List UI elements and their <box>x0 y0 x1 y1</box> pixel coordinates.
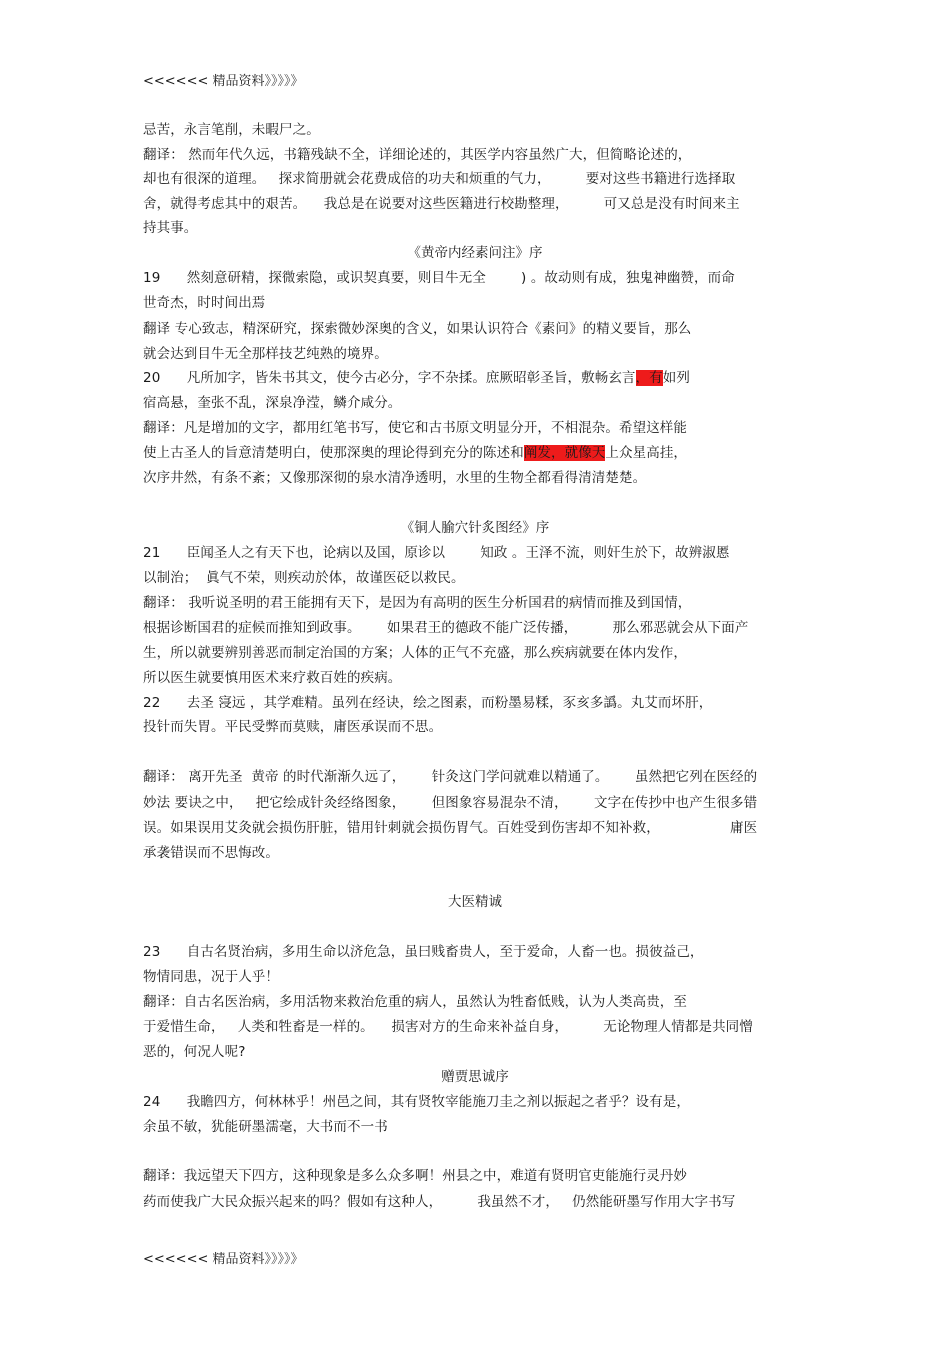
text-segment: 使上古圣人的旨意清楚明白，使那深奥的理论得到充分的陈述和 <box>143 445 524 461</box>
section-heading: 赠贾思诚序 <box>441 1069 509 1085</box>
section-heading: 《铜人腧穴针炙图经》序 <box>400 520 550 536</box>
section-heading: 大医精诚 <box>448 894 502 910</box>
text-line: 就会达到目牛无全那样技艺纯熟的境界。 <box>143 346 388 362</box>
text-line: 22 去圣 寖远 ，其学难精。虽列在经诀，绘之图素，而粉墨易糅，豕亥多譌。丸艾而坏肝， <box>143 695 713 711</box>
highlight-mark: ，有 <box>635 370 663 386</box>
text-line: 翻译：我远望天下四方，这种现象是多么众多啊！州县之中，难道有贤明官吏能施行灵丹妙 <box>143 1168 687 1184</box>
text-segment: 如列 <box>662 370 690 386</box>
text-line-highlighted <box>143 444 687 462</box>
text-line: 持其事。 <box>143 220 198 236</box>
text-line: 翻译： 离开先圣 黄帝 的时代渐渐久远了， 针灸这门学问就难以精通了。 虽然把它列在医经的 <box>143 769 758 785</box>
text-segment: 上众星高挂， <box>605 445 688 461</box>
text-line: 24 我瞻四方，何林林乎！州邑之间，其有贤牧宰能施刀圭之剂以振起之者乎？设有是， <box>143 1094 690 1110</box>
text-line: 生，所以就要辨别善恶而制定治国的方案；人体的正气不充盛，那么疾病就要在体内发作， <box>143 645 687 661</box>
section-heading: 《黄帝内经素问注》序 <box>407 245 543 261</box>
text-line: 翻译 专心致志，精深研究，探索微妙深奥的含义，如果认识符合《素问》的精义要旨，那么 <box>143 321 692 337</box>
text-line: 翻译：自古名医治病，多用活物来救治危重的病人，虽然认为牲畜低贱，认为人类高贵，至 <box>143 994 687 1010</box>
text-line: 次序井然，有条不紊；又像那深彻的泉水清净透明，水里的生物全都看得清清楚楚。 <box>143 470 647 486</box>
text-line: 23 自古名贤治病，多用生命以济危急，虽曰贱畜贵人，至于爱命，人畜一也。损彼益己， <box>143 944 704 960</box>
text-line: 21 臣闻圣人之有天下也，论病以及国，原诊以 知政 。王泽不流，则奸生於下，故辨淑慝 <box>143 545 730 561</box>
text-line: 翻译：凡是增加的文字，都用红笔书写，使它和古书原文明显分开，不相混杂。希望这样能 <box>143 420 687 436</box>
highlight-mark: 阐发，就像天 <box>523 445 606 461</box>
page-header: <<<<<< 精品资料》》》》》 <box>143 74 304 89</box>
text-line: 误。如果误用艾灸就会损伤肝脏，错用针刺就会损伤胃气。百姓受到伤害却不知补救， 庸医 <box>143 820 758 836</box>
text-line: 却也有很深的道理。 探求简册就会花费成倍的功夫和烦重的气力， 要对这些书籍进行选择取 <box>143 171 736 187</box>
text-line: 舍，就得考虑其中的艰苦。 我总是在说要对这些医籍进行校勘整理， 可又总是没有时间来主 <box>143 196 740 212</box>
text-line: 翻译： 我听说圣明的君王能拥有天下，是因为有高明的医生分析国君的病情而推及到国情， <box>143 595 692 611</box>
text-line: 妙法 要诀之中， 把它绘成针灸经络图象， 但图象容易混杂不清， 文字在传抄中也产生很多错 <box>143 795 758 811</box>
text-segment: 20 凡所加字，皆朱书其文，使今古必分，字不杂揉。庶厥昭彰圣旨，敷畅玄言 <box>143 370 636 386</box>
text-line: 翻译： 然而年代久远，书籍残缺不全，详细论述的，其医学内容虽然广大，但简略论述的， <box>143 147 692 163</box>
text-line: 世奇杰，时时间出焉 <box>143 295 266 311</box>
text-line: 投针而失胃。平民受弊而莫赎，庸医承误而不思。 <box>143 719 443 735</box>
text-line: 于爱惜生命， 人类和牲畜是一样的。 损害对方的生命来补益自身， 无论物理人情都是共同憎 <box>143 1019 753 1035</box>
text-line: 宿高悬，奎张不乱，深泉净滢，鳞介咸分。 <box>143 395 402 411</box>
text-line: 以制治； 眞气不荣，则疾动於体，故谨医砭以救民。 <box>143 570 465 586</box>
text-line: 余虽不敏，犹能研墨濡毫，大书而不一书 <box>143 1119 388 1135</box>
text-line: 药而使我广大民众振兴起来的吗？假如有这种人， 我虽然不才， 仍然能研墨写作用大字书写 <box>143 1194 736 1210</box>
text-line: 物情同患，况于人乎！ <box>143 969 279 985</box>
text-line: 所以医生就要慎用医术来疗救百姓的疾病。 <box>143 670 402 686</box>
page-footer: <<<<<< 精品资料》》》》》 <box>143 1252 304 1267</box>
text-line: 恶的，何况人呢? <box>143 1044 246 1060</box>
text-line: 承袭错误而不思悔改。 <box>143 845 279 861</box>
text-line: 19 然刻意研精，探微索隐，或识契真要，则目牛无全 ) 。故动则有成，独鬼神幽赞，而命 <box>143 270 735 286</box>
text-line: 忌苦，永言笔削，未暇尸之。 <box>143 122 320 138</box>
text-line-highlighted <box>143 369 690 387</box>
text-line: 根据诊断国君的症候而推知到政事。 如果君王的德政不能广泛传播， 那么邪恶就会从下面产 <box>143 620 749 636</box>
